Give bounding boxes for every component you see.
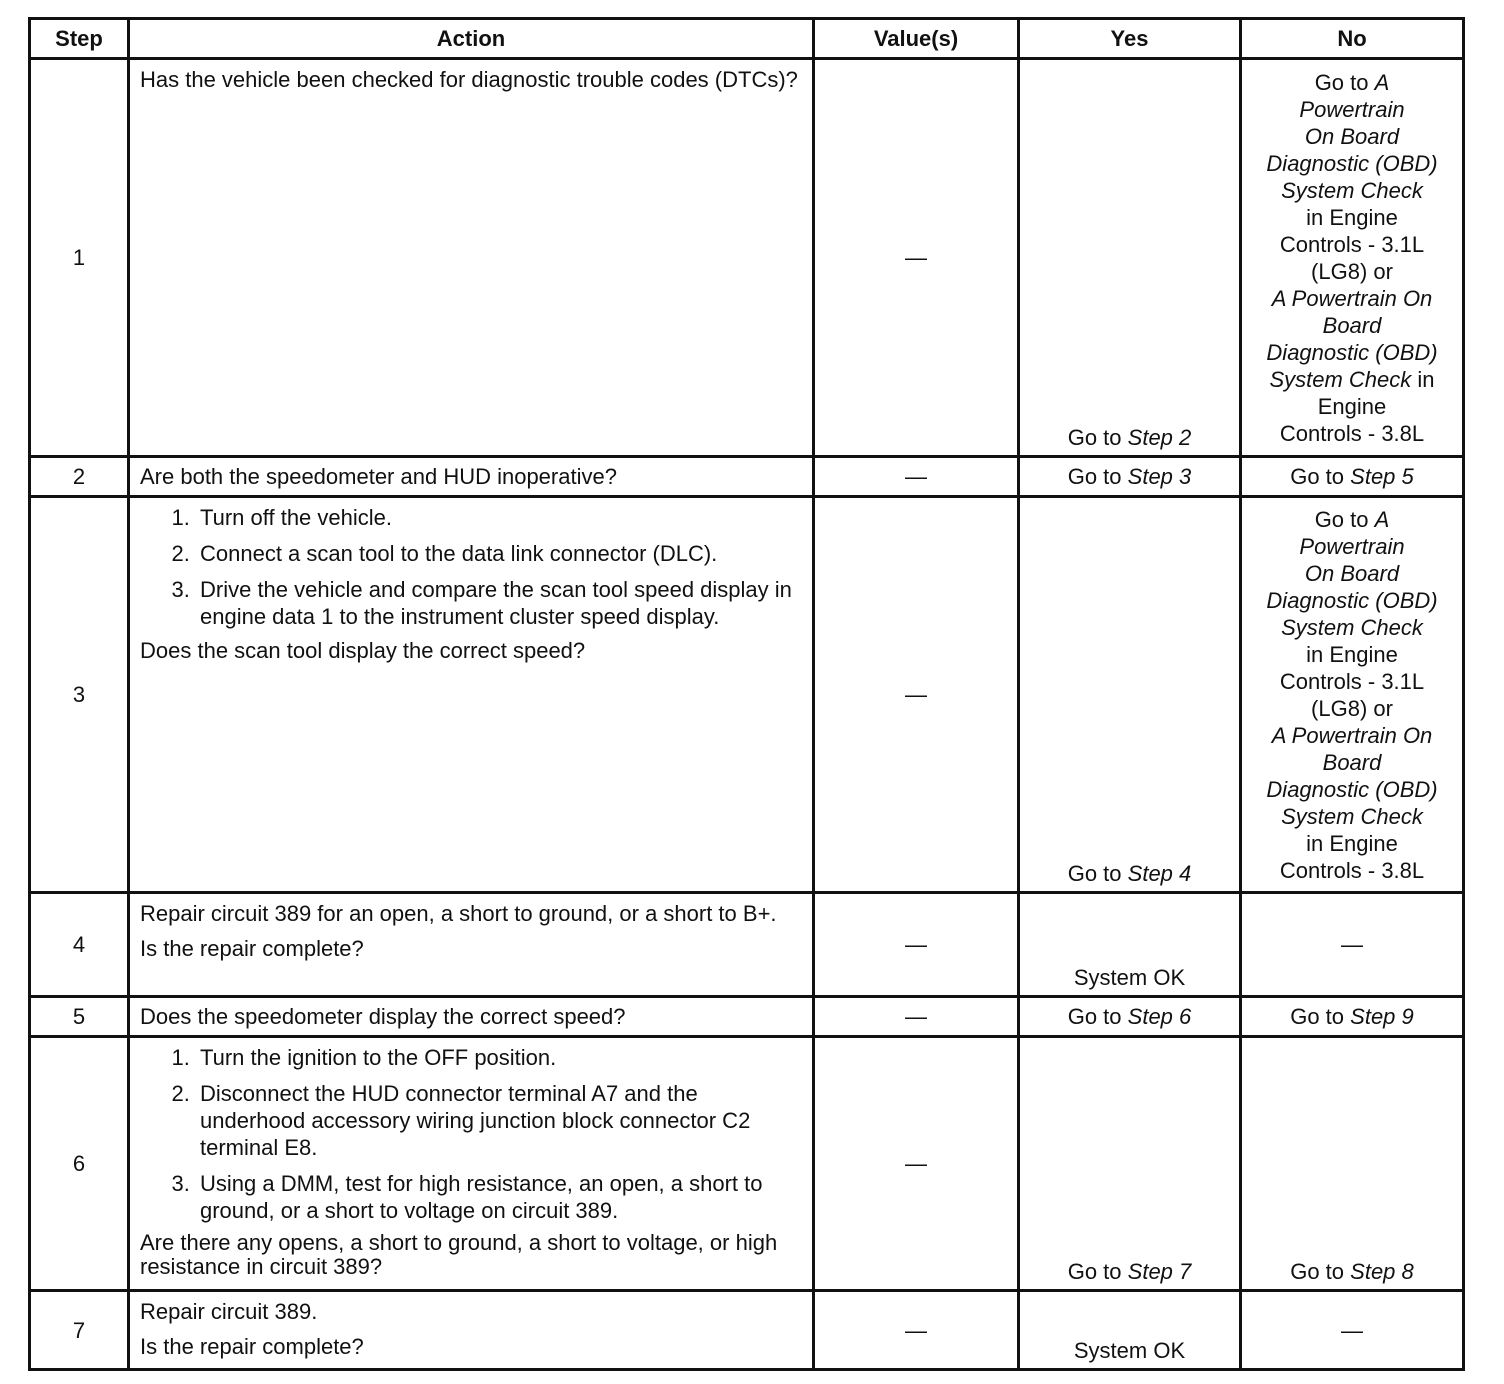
step-reference: Step 5 <box>1350 464 1414 489</box>
table-row <box>30 59 1464 457</box>
action-text: Repair circuit 389. <box>140 1299 318 1324</box>
obd-ref-line: System Check <box>1281 177 1423 203</box>
obd-ref-line: Engine <box>1317 393 1387 419</box>
no-cell <box>1241 497 1464 893</box>
obd-ref-line: Powertrain <box>1299 96 1405 122</box>
step-number: 4 <box>30 893 129 997</box>
header-yes: Yes <box>1019 19 1241 59</box>
obd-ref-line: Controls - 3.1L <box>1279 231 1425 257</box>
value-cell: — <box>814 893 1019 997</box>
step-reference: Step 4 <box>1127 861 1192 886</box>
value-cell: — <box>814 497 1019 893</box>
action-steps-list <box>140 504 802 630</box>
header-values: Value(s) <box>814 19 1019 59</box>
obd-ref-a: A <box>1374 506 1390 532</box>
go-to-label: Go to <box>1067 464 1122 489</box>
header-step: Step <box>30 19 129 59</box>
question-text: Does the scan tool display the correct speed? <box>140 638 586 663</box>
diagnostic-table <box>28 17 1465 1371</box>
table-row <box>30 893 1464 997</box>
list-item: 1. Turn the ignition to the OFF position. <box>196 1044 802 1071</box>
list-item: 2. Disconnect the HUD connector terminal A7 and the underhood accessory wiring junction block connector C2 terminal E8. <box>196 1080 802 1161</box>
go-to-label: Go to <box>1067 1004 1122 1029</box>
obd-ref-a: A <box>1374 69 1390 95</box>
obd-ref-line: System Check in <box>1269 366 1435 392</box>
table-row <box>30 1037 1464 1291</box>
step-reference: Step 9 <box>1350 1004 1414 1029</box>
step-reference: Step 6 <box>1127 1004 1192 1029</box>
step-reference: Step 3 <box>1127 464 1192 489</box>
obd-ref-line: Powertrain <box>1299 533 1405 559</box>
step-reference: Step 7 <box>1127 1259 1192 1284</box>
question-text: Are there any opens, a short to ground, a short to voltage, or high resistance in circuit 389? <box>140 1230 778 1279</box>
go-to-label: Go to <box>1067 1259 1122 1284</box>
obd-ref-line: in Engine <box>1306 204 1398 230</box>
action-cell <box>129 893 814 997</box>
question-text: Are both the speedometer and HUD inoperative? <box>140 464 617 489</box>
action-cell <box>129 457 814 497</box>
list-item: 1. Turn off the vehicle. <box>196 504 802 531</box>
obd-ref-line: Diagnostic (OBD) <box>1266 587 1438 613</box>
action-steps-list <box>140 1044 802 1224</box>
yes-cell <box>1019 1037 1241 1291</box>
obd-ref-line: in Engine <box>1306 830 1398 856</box>
obd-ref-line: Board <box>1322 312 1382 338</box>
obd-ref-line: (LG8) or <box>1311 258 1393 284</box>
obd-ref-line: A Powertrain On <box>1271 722 1433 748</box>
action-cell <box>129 59 814 457</box>
action-cell <box>129 497 814 893</box>
value-cell: — <box>814 997 1019 1037</box>
go-to-label: Go to <box>1290 464 1345 489</box>
step-number: 1 <box>30 59 129 457</box>
no-cell <box>1241 997 1464 1037</box>
value-cell: — <box>814 1037 1019 1291</box>
action-cell <box>129 1037 814 1291</box>
list-item: 3. Using a DMM, test for high resistance, an open, a short to ground, or a short to voltage on circuit 389. <box>196 1170 802 1224</box>
step-number: 6 <box>30 1037 129 1291</box>
obd-ref-line: Board <box>1322 749 1382 775</box>
obd-ref-line: On Board <box>1304 123 1400 149</box>
obd-ref-line: Controls - 3.8L <box>1279 857 1425 883</box>
go-to-label: Go to <box>1067 861 1122 886</box>
step-number: 5 <box>30 997 129 1037</box>
go-to-label: Go to <box>1290 1259 1345 1284</box>
yes-cell: System OK <box>1019 893 1241 997</box>
obd-ref-line: Controls - 3.1L <box>1279 668 1425 694</box>
yes-cell <box>1019 497 1241 893</box>
question-text: Is the repair complete? <box>140 936 364 961</box>
no-cell <box>1241 1037 1464 1291</box>
table-row <box>30 497 1464 893</box>
header-row <box>30 19 1464 59</box>
yes-cell <box>1019 457 1241 497</box>
question-text: Does the speedometer display the correct speed? <box>140 1004 626 1029</box>
obd-ref-line <box>1246 506 1458 533</box>
go-to-label: Go to <box>1314 69 1369 95</box>
obd-ref-line: in Engine <box>1306 641 1398 667</box>
table-row <box>30 457 1464 497</box>
obd-ref-line: On Board <box>1304 560 1400 586</box>
header-action: Action <box>129 19 814 59</box>
table-row <box>30 997 1464 1037</box>
value-cell: — <box>814 59 1019 457</box>
obd-ref-line: (LG8) or <box>1311 695 1393 721</box>
obd-ref-line: Diagnostic (OBD) <box>1266 150 1438 176</box>
obd-ref-line: Controls - 3.8L <box>1279 420 1425 446</box>
value-cell: — <box>814 457 1019 497</box>
table-row <box>30 1291 1464 1370</box>
obd-ref-system-check: System Check <box>1269 366 1412 392</box>
yes-cell: System OK <box>1019 1291 1241 1370</box>
no-cell <box>1241 457 1464 497</box>
value-cell: — <box>814 1291 1019 1370</box>
yes-cell <box>1019 59 1241 457</box>
obd-ref-line: A Powertrain On <box>1271 285 1433 311</box>
step-number: 3 <box>30 497 129 893</box>
step-reference: Step 8 <box>1350 1259 1414 1284</box>
go-to-label: Go to <box>1290 1004 1345 1029</box>
yes-cell <box>1019 997 1241 1037</box>
go-to-label: Go to <box>1067 425 1122 450</box>
question-text: Is the repair complete? <box>140 1334 364 1359</box>
step-number: 7 <box>30 1291 129 1370</box>
header-no: No <box>1241 19 1464 59</box>
obd-ref-line <box>1246 69 1458 96</box>
list-item: 3. Drive the vehicle and compare the scan tool speed display in engine data 1 to the instrument cluster speed display. <box>196 576 802 630</box>
go-to-label: Go to <box>1314 506 1369 532</box>
obd-ref-line: System Check <box>1281 614 1423 640</box>
no-cell: — <box>1241 1291 1464 1370</box>
obd-ref-line: Diagnostic (OBD) <box>1266 339 1438 365</box>
obd-ref-line: Diagnostic (OBD) <box>1266 776 1438 802</box>
obd-ref-line: System Check <box>1281 803 1423 829</box>
step-reference: Step 2 <box>1127 425 1192 450</box>
action-cell <box>129 997 814 1037</box>
no-cell: — <box>1241 893 1464 997</box>
list-item: 2. Connect a scan tool to the data link connector (DLC). <box>196 540 802 567</box>
no-cell <box>1241 59 1464 457</box>
step-number: 2 <box>30 457 129 497</box>
question-text: Has the vehicle been checked for diagnostic trouble codes (DTCs)? <box>140 67 798 92</box>
action-cell <box>129 1291 814 1370</box>
action-text: Repair circuit 389 for an open, a short to ground, or a short to B+. <box>140 901 777 926</box>
